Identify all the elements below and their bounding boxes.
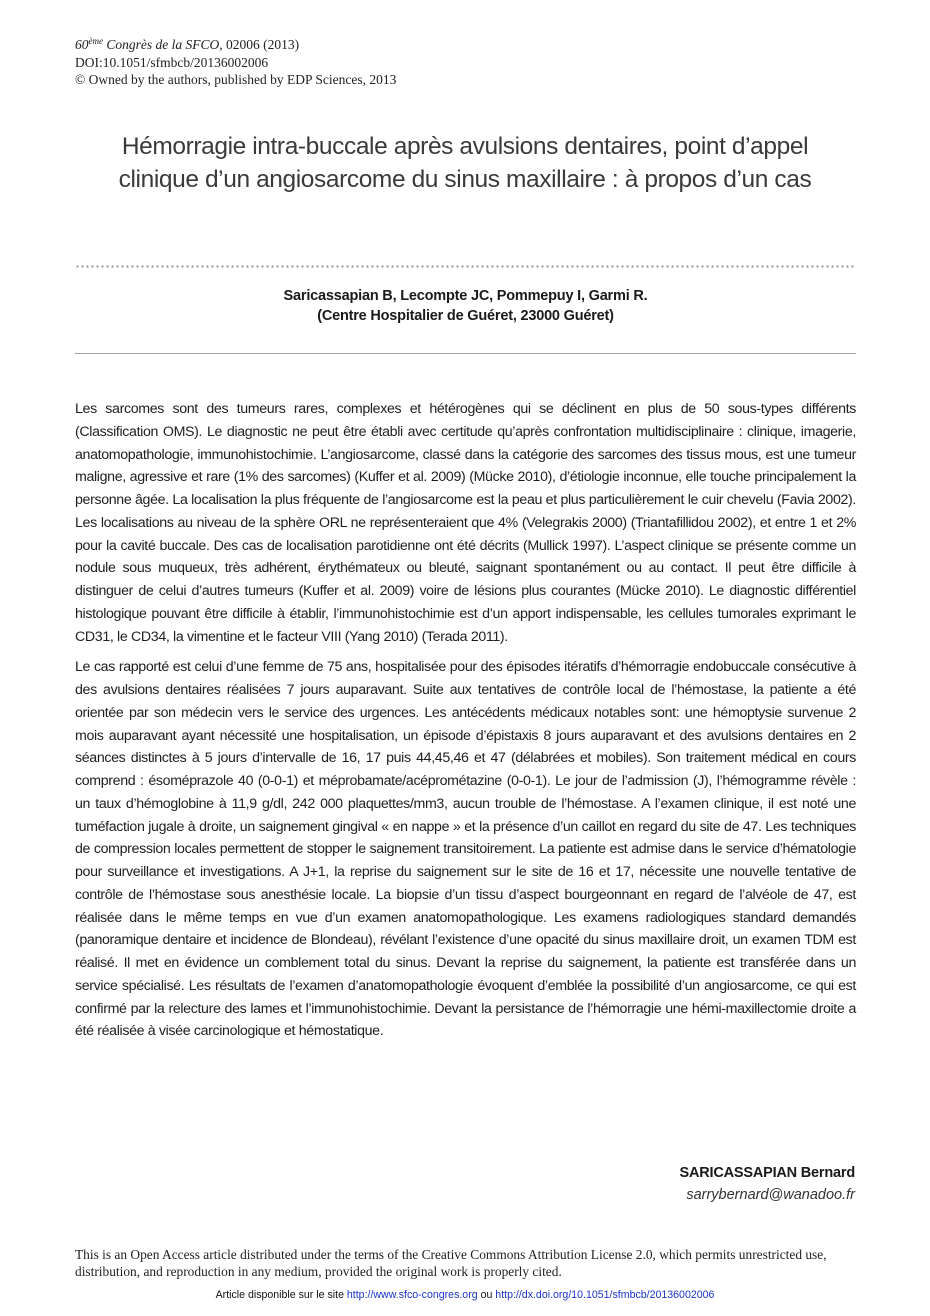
horizontal-rule: [75, 353, 856, 354]
congress-number: 60: [75, 37, 89, 52]
signature-name: SARICASSAPIAN Bernard: [679, 1165, 855, 1181]
body-paragraph-2: Le cas rapporté est celui d’une femme de 75 ans, hospitalisée pour des épisodes itératifs d’hémorragie endobuccale consécutive à des avulsions dentaires réalisées 7 jours auparavant. Suite aux tentatives de contrôle local de l’hémostase, la patiente a été orientée par son médecin vers le service des urgences. Les antécédents médicaux notables sont: une hémoptysie survenue 2 mois auparavant ayant nécessité une hospitalisation, un épisode d’épistaxis 8 jours auparavant et des avulsions dentaires en 2 séances distinctes à 5 jours d’intervalle de 16, 17 puis 44,45,46 et 47 (délabrées et mobiles). Son traitement médical en cours comprend : ésoméprazole 40 (0-0-1) et méprobamate/acéprométazine (0-0-1). Le jour de l’admission (J), l’hémogramme révèle : un taux d’hémoglobine à 11,9 g/dl, 242 000 plaquettes/mm3, aucun trouble de l’hémostase. A l’examen clinique, il est noté une tuméfaction jugale à droite, un saignement gingival « en nappe » et la présence d’un caillot en regard du site de 47. Les techniques de compression locales permettent de stopper le saignement transitoirement. La patiente est admise dans le service d’hématologie pour surveillance et investigations. A J+1, la reprise du saignement sur le site de 16 et 17, nécessite une nouvelle tentative de contrôle de l’hémostase sous anesthésie locale. La biopsie d’un tissu d’aspect bourgeonnant en regard de l’alvéole de 47, est réalisée dans le même temps en vue d’un examen anatomopathologique. Les examens radiologiques standard demandés (panoramique dentaire et incidence de Blondeau), révélant l’existence d’une opacité du sinus maxillaire droit, un examen TDM est réalisé. Il met en évidence un comblement total du sinus. Devant la reprise du saignement, la patiente est transférée dans un service spécialisé. Les résultats de l’examen d’anatomopathologie évoquent d’emblée la possibilité d’un angiosarcome, ce qui est confirmé par la relecture des lames et l’immunohistochimie. Devant la persistance de l’hémorragie une hémi-maxillectomie droite a été réalisée à visée carcinologique et hémostatique.: [75, 659, 856, 1040]
doi-link[interactable]: http://dx.doi.org/10.1051/sfmbcb/20136002006: [495, 1289, 715, 1301]
congress-line: [75, 36, 396, 54]
availability-line: [0, 1289, 930, 1301]
availability-prefix: Article disponible sur le site: [215, 1289, 347, 1301]
sfco-site-link[interactable]: http://www.sfco-congres.org: [346, 1289, 478, 1301]
journal-header: [75, 36, 396, 89]
title-line-2: clinique d’un angiosarcome du sinus maxillaire : à propos d’un cas: [118, 166, 812, 193]
author-signature: [680, 1162, 855, 1206]
author-affiliation: (Centre Hospitalier de Guéret, 23000 Guéret): [317, 308, 614, 324]
author-block: [75, 286, 856, 326]
body-paragraph-1: Les sarcomes sont des tumeurs rares, complexes et hétérogènes qui se déclinent en plus de 50 sous-types différents (Classification OMS). Le diagnostic ne peut être établi avec certitude qu’après confrontation multidisciplinaire : clinique, imagerie, anatomopathologie, immunohistochimie. L’angiosarcome, classé dans la catégorie des sarcomes des tissus mous, est une tumeur maligne, agressive et rare (1% des sarcomes) (Kuffer et al. 2009) (Mücke 2010), d’étiologie inconnue, elle touche principalement la personne âgée. La localisation la plus fréquente de l’angiosarcome est la peau et plus particulièrement le cuir chevelu (Favia 2002). Les localisations au niveau de la sphère ORL ne représenteraient que 4% (Velegrakis 2000) (Triantafillidou 2002), et entre 1 et 2% pour la cavité buccale. Des cas de localisation parotidienne ont été décrits (Mullick 1997). L’aspect clinique se présente comme un nodule sous muqueux, très adhérent, érythémateux ou bleuté, saignant spontanément ou au contact. Il peut être difficile à distinguer de celui d’autres tumeurs (Kuffer et al. 2009) voire de lésions plus courantes (Mücke 2010). Le diagnostic différentiel histologique pouvant être difficile à établir, l’immunohistochimie est d’un apport indispensable, les cellules tumorales exprimant le CD31, le CD34, la vimentine et le facteur VIII (Yang 2010) (Terada 2011).: [75, 401, 856, 645]
signature-email: sarrybernard@wanadoo.fr: [686, 1187, 855, 1203]
license-notice: This is an Open Access article distributed under the terms of the Creative Commons Attribution License 2.0, which permits unrestricted use, distribution, and reproduction in any medium, provided the original work is properly cited.: [75, 1247, 827, 1279]
dotted-separator: [75, 265, 856, 268]
article-title: [60, 130, 870, 196]
doi-line: DOI:10.1051/sfmbcb/20136002006: [75, 54, 269, 70]
congress-name: Congrès de la SFCO: [103, 37, 220, 52]
author-names: Saricassapian B, Lecompte JC, Pommepuy I, Garmi R.: [283, 288, 648, 304]
article-ref: , 02006 (2013): [219, 37, 300, 52]
article-body: [75, 398, 856, 1051]
copyright-line: © Owned by the authors, published by EDP Sciences, 2013: [75, 72, 397, 87]
title-line-1: Hémorragie intra-buccale après avulsions dentaires, point d’appel: [121, 133, 809, 160]
congress-superscript: ème: [88, 36, 103, 46]
availability-conjunction: ou: [477, 1289, 496, 1301]
